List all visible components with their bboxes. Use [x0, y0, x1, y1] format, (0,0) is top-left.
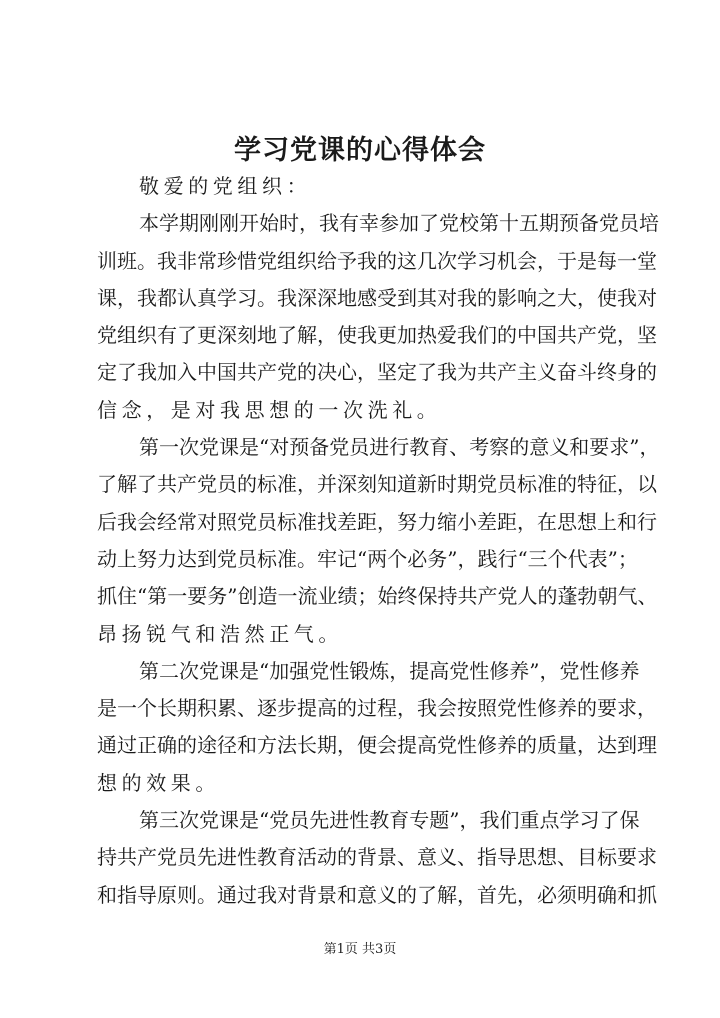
text-line: 抓住“第一要务”创造一流业绩；始终保持共产党人的蓬勃朝气、 [97, 584, 658, 609]
document-title: 学习党课的心得体会 [234, 135, 486, 166]
text-line: 信念，是对我思想的一次洗礼。 [97, 397, 442, 422]
text-line: 想的效果。 [97, 770, 220, 795]
text-line: 后我会经常对照党员标准找差距，努力缩小差距，在思想上和行 [97, 509, 657, 534]
text-line: 动上努力达到党员标准。牢记“两个必务”，践行“三个代表”； [97, 546, 638, 571]
paragraphs [97, 205, 660, 914]
text-line: 和指导原则。通过我对背景和意义的了解，首先，必须明确和抓 [97, 882, 657, 907]
paragraph [97, 802, 657, 914]
text-line: 训班。我非常珍惜党组织给予我的这几次学习机会，于是每一堂 [97, 248, 657, 273]
page-number: 第1页 共3页 [323, 942, 397, 957]
text-line: 第三次党课是“党员先进性教育专题”，我们重点学习了保 [139, 808, 640, 833]
text-line: 第一次党课是“对预备党员进行教育、考察的意义和要求”， [139, 435, 660, 460]
text-line: 党组织有了更深刻地了解，使我更加热爱我们的中国共产党，坚 [97, 323, 657, 348]
text-line: 定了我加入中国共产党的决心，坚定了我为共产主义奋斗终身的 [97, 360, 657, 385]
paragraph [97, 429, 660, 653]
document-body [97, 168, 660, 914]
paragraph [97, 205, 659, 429]
text-line: 是一个长期积累、逐步提高的过程，我会按照党性修养的要求， [97, 696, 657, 721]
text-line: 第二次党课是“加强党性锻炼，提高党性修养”，党性修养 [139, 658, 640, 683]
text-line: 了解了共产党员的标准，并深刻知道新时期党员标准的特征，以 [97, 472, 657, 497]
salutation: 敬爱的党组织： [139, 174, 312, 198]
text-line: 本学期刚刚开始时，我有幸参加了党校第十五期预备党员培 [139, 211, 659, 236]
paragraph [97, 653, 657, 802]
text-line: 持共产党员先进性教育活动的背景、意义、指导思想、目标要求 [97, 845, 657, 870]
text-line: 课，我都认真学习。我深深地感受到其对我的影响之大，使我对 [97, 285, 657, 310]
text-line: 通过正确的途径和方法长期，便会提高党性修养的质量，达到理 [97, 733, 657, 758]
text-line: 昂扬锐气和浩然正气。 [97, 621, 343, 646]
